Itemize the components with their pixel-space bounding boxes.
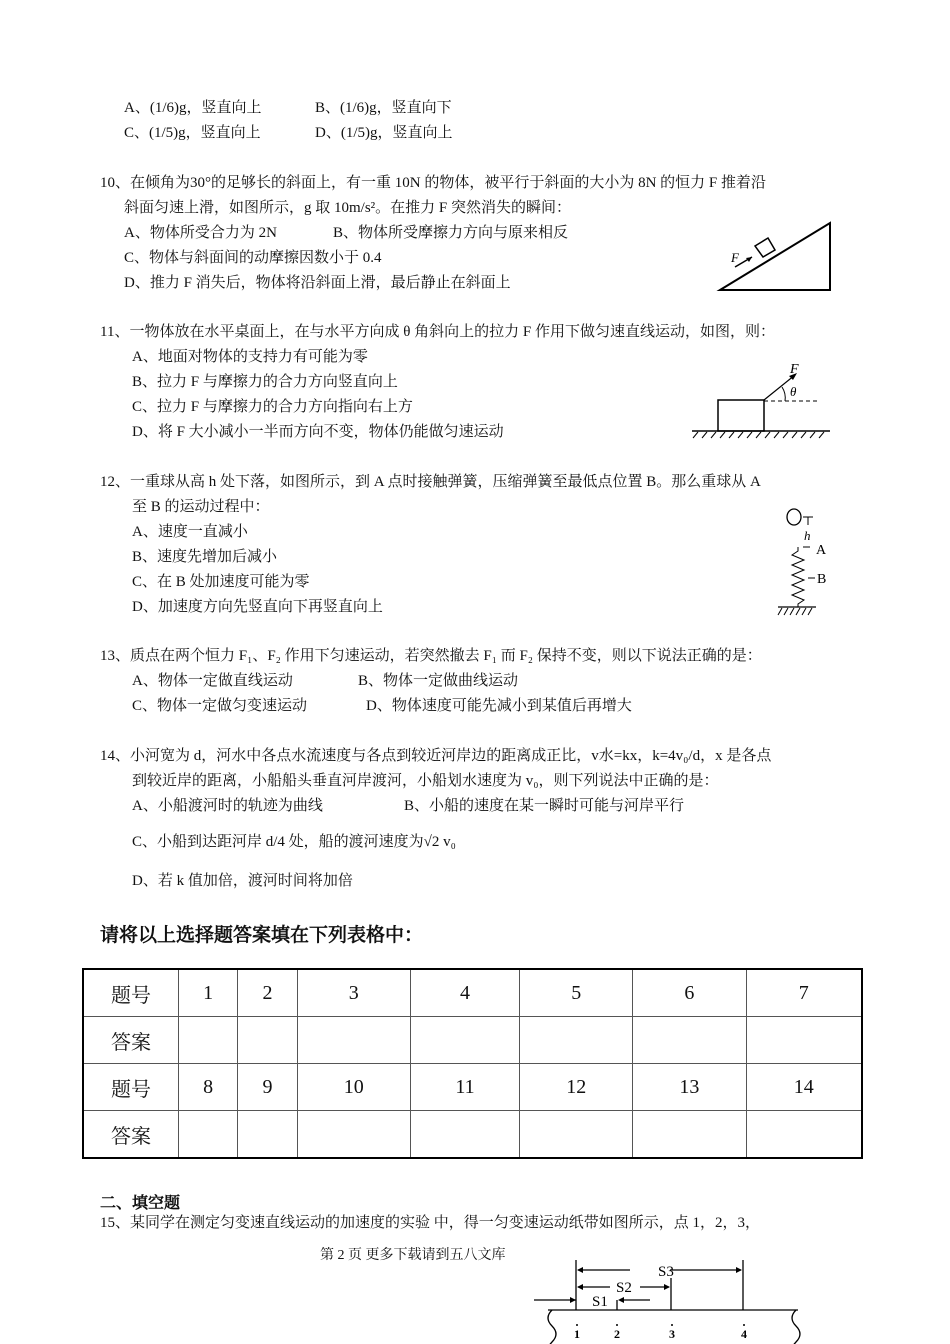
point-a-label: A xyxy=(816,543,827,558)
q11-stem: 11、一物体放在水平桌面上，在与水平方向成 θ 角斜向上的拉力 F 作用下做匀速直线运动，如图，则： xyxy=(100,324,775,340)
q14-option-a: A、小船渡河时的轨迹为曲线 xyxy=(132,798,323,814)
table-cell: 6 xyxy=(633,969,746,1017)
q12-option-b: B、速度先增加后减小 xyxy=(132,549,278,565)
q11-option-a: A、地面对物体的支持力有可能为零 xyxy=(132,349,368,365)
answer-cell[interactable] xyxy=(746,1111,862,1159)
q12-option-d: D、加速度方向先竖直向下再竖直向上 xyxy=(132,599,383,615)
answer-cell[interactable] xyxy=(179,1111,238,1159)
incline-figure xyxy=(715,220,835,295)
incline-force-label: F xyxy=(731,250,739,265)
table-row xyxy=(83,1017,862,1064)
q10-option-c: C、物体与斜面间的动摩擦因数小于 0.4 xyxy=(124,250,382,266)
table-row xyxy=(83,969,862,1017)
table-cell: 题号 xyxy=(83,969,179,1017)
tape-point-label: 4 xyxy=(741,1327,747,1341)
table-cell: 10 xyxy=(297,1064,410,1111)
answer-table-heading: 请将以上选择题答案填在下列表格中： xyxy=(100,924,424,946)
tape-point-label: 3 xyxy=(669,1327,675,1341)
tape-point-label: 2 xyxy=(614,1327,620,1341)
answer-cell[interactable] xyxy=(633,1111,746,1159)
table-cell: 12 xyxy=(520,1064,633,1111)
page-footer: 第 2 页 更多下载请到五八文库 xyxy=(320,1248,506,1263)
q11-option-c: C、拉力 F 与摩擦力的合力方向指向右上方 xyxy=(132,399,413,415)
table-row xyxy=(83,1064,862,1111)
table-cell: 9 xyxy=(238,1064,297,1111)
q12-stem-line2: 至 B 的运动过程中： xyxy=(132,499,270,515)
q10-option-b: B、物体所受摩擦力方向与原来相反 xyxy=(333,225,569,241)
tape-point-label: 1 xyxy=(574,1327,580,1341)
angle-label: θ xyxy=(790,384,797,399)
q13-stem: 13、质点在两个恒力 F₁、F₂ 作用下匀速运动，若突然撤去 F₁ 而 F₂ 保持不变，则以下说法正确的是： xyxy=(100,648,762,664)
q10-stem-line2: 斜面匀速上滑，如图所示，g 取 10m/s²。在推力 F 突然消失的瞬间： xyxy=(124,200,572,216)
answer-cell[interactable] xyxy=(238,1017,297,1064)
q12-stem-line1: 12、一重球从高 h 处下落，如图所示，到 A 点时接触弹簧，压缩弹簧至最低点位置 B。那么重球从 A xyxy=(100,474,761,490)
q13-option-d: D、物体速度可能先减小到某值后再增大 xyxy=(366,698,632,714)
answer-cell[interactable] xyxy=(746,1017,862,1064)
q9-option-d: D、(1/5)g，竖直向上 xyxy=(315,125,453,141)
answer-cell[interactable] xyxy=(410,1017,519,1064)
q9-option-c: C、(1/5)g，竖直向上 xyxy=(124,125,261,141)
table-cell: 4 xyxy=(410,969,519,1017)
table-cell: 14 xyxy=(746,1064,862,1111)
table-cell: 11 xyxy=(410,1064,519,1111)
s1-label: S1 xyxy=(592,1294,608,1310)
answer-cell[interactable] xyxy=(297,1017,410,1064)
q10-stem-line1: 10、在倾角为30°的足够长的斜面上，有一重 10N 的物体，被平行于斜面的大小为 8N 的恒力 F 推着沿 xyxy=(100,175,767,191)
s2-label: S2 xyxy=(616,1280,632,1296)
section-2-heading: 二、填空题 xyxy=(100,1193,181,1212)
q9-option-b: B、(1/6)g，竖直向下 xyxy=(315,100,452,116)
q14-option-d: D、若 k 值加倍，渡河时间将加倍 xyxy=(132,873,353,889)
s3-label: S3 xyxy=(658,1264,674,1280)
answer-cell[interactable] xyxy=(633,1017,746,1064)
q9-option-a: A、(1/6)g，竖直向上 xyxy=(124,100,262,116)
q11-option-b: B、拉力 F 与摩擦力的合力方向竖直向上 xyxy=(132,374,398,390)
table-cell: 8 xyxy=(179,1064,238,1111)
q13-option-a: A、物体一定做直线运动 xyxy=(132,673,293,689)
answer-cell[interactable] xyxy=(238,1111,297,1159)
answer-cell[interactable] xyxy=(520,1111,633,1159)
table-cell: 7 xyxy=(746,969,862,1017)
block-pull-figure xyxy=(690,360,835,440)
table-cell: 1 xyxy=(179,969,238,1017)
point-b-label: B xyxy=(817,572,827,587)
q13-option-b: B、物体一定做曲线运动 xyxy=(358,673,519,689)
height-label: h xyxy=(804,528,811,543)
q14-stem-line1: 14、小河宽为 d，河水中各点水流速度与各点到较近河岸边的距离成正比，v水=kx，k=4v₀/d，x 是各点 xyxy=(100,748,772,764)
q14-option-b: B、小船的速度在某一瞬时可能与河岸平行 xyxy=(404,798,685,814)
q14-option-c: C、小船到达距河岸 d/4 处，船的渡河速度为√2 v₀ xyxy=(132,834,456,850)
answer-cell[interactable] xyxy=(520,1017,633,1064)
q11-option-d: D、将 F 大小减小一半而方向不变，物体仍能做匀速运动 xyxy=(132,424,504,440)
spring-figure xyxy=(770,505,840,620)
table-cell: 2 xyxy=(238,969,297,1017)
q10-option-a: A、物体所受合力为 2N xyxy=(124,225,277,241)
table-cell: 答案 xyxy=(83,1017,179,1064)
table-row xyxy=(83,1111,862,1159)
table-cell: 答案 xyxy=(83,1111,179,1159)
q13-option-c: C、物体一定做匀变速运动 xyxy=(132,698,308,714)
q15-stem: 15、某同学在测定匀变速直线运动的加速度的实验 中，得一匀变速运动纸带如图所示，点 1，2，3， xyxy=(100,1215,761,1231)
table-cell: 13 xyxy=(633,1064,746,1111)
q12-option-c: C、在 B 处加速度可能为零 xyxy=(132,574,310,590)
table-cell: 5 xyxy=(520,969,633,1017)
tape-figure xyxy=(530,1240,810,1344)
q12-option-a: A、速度一直减小 xyxy=(132,524,248,540)
answer-cell[interactable] xyxy=(297,1111,410,1159)
answer-table xyxy=(82,968,863,1159)
q14-stem-line2: 到较近岸的距离，小船船头垂直河岸渡河，小船划水速度为 v₀，则下列说法中正确的是： xyxy=(132,773,719,789)
table-cell: 3 xyxy=(297,969,410,1017)
table-cell: 题号 xyxy=(83,1064,179,1111)
q10-option-d: D、推力 F 消失后，物体将沿斜面上滑，最后静止在斜面上 xyxy=(124,275,511,291)
pull-force-label: F xyxy=(790,362,799,377)
answer-cell[interactable] xyxy=(179,1017,238,1064)
answer-cell[interactable] xyxy=(410,1111,519,1159)
